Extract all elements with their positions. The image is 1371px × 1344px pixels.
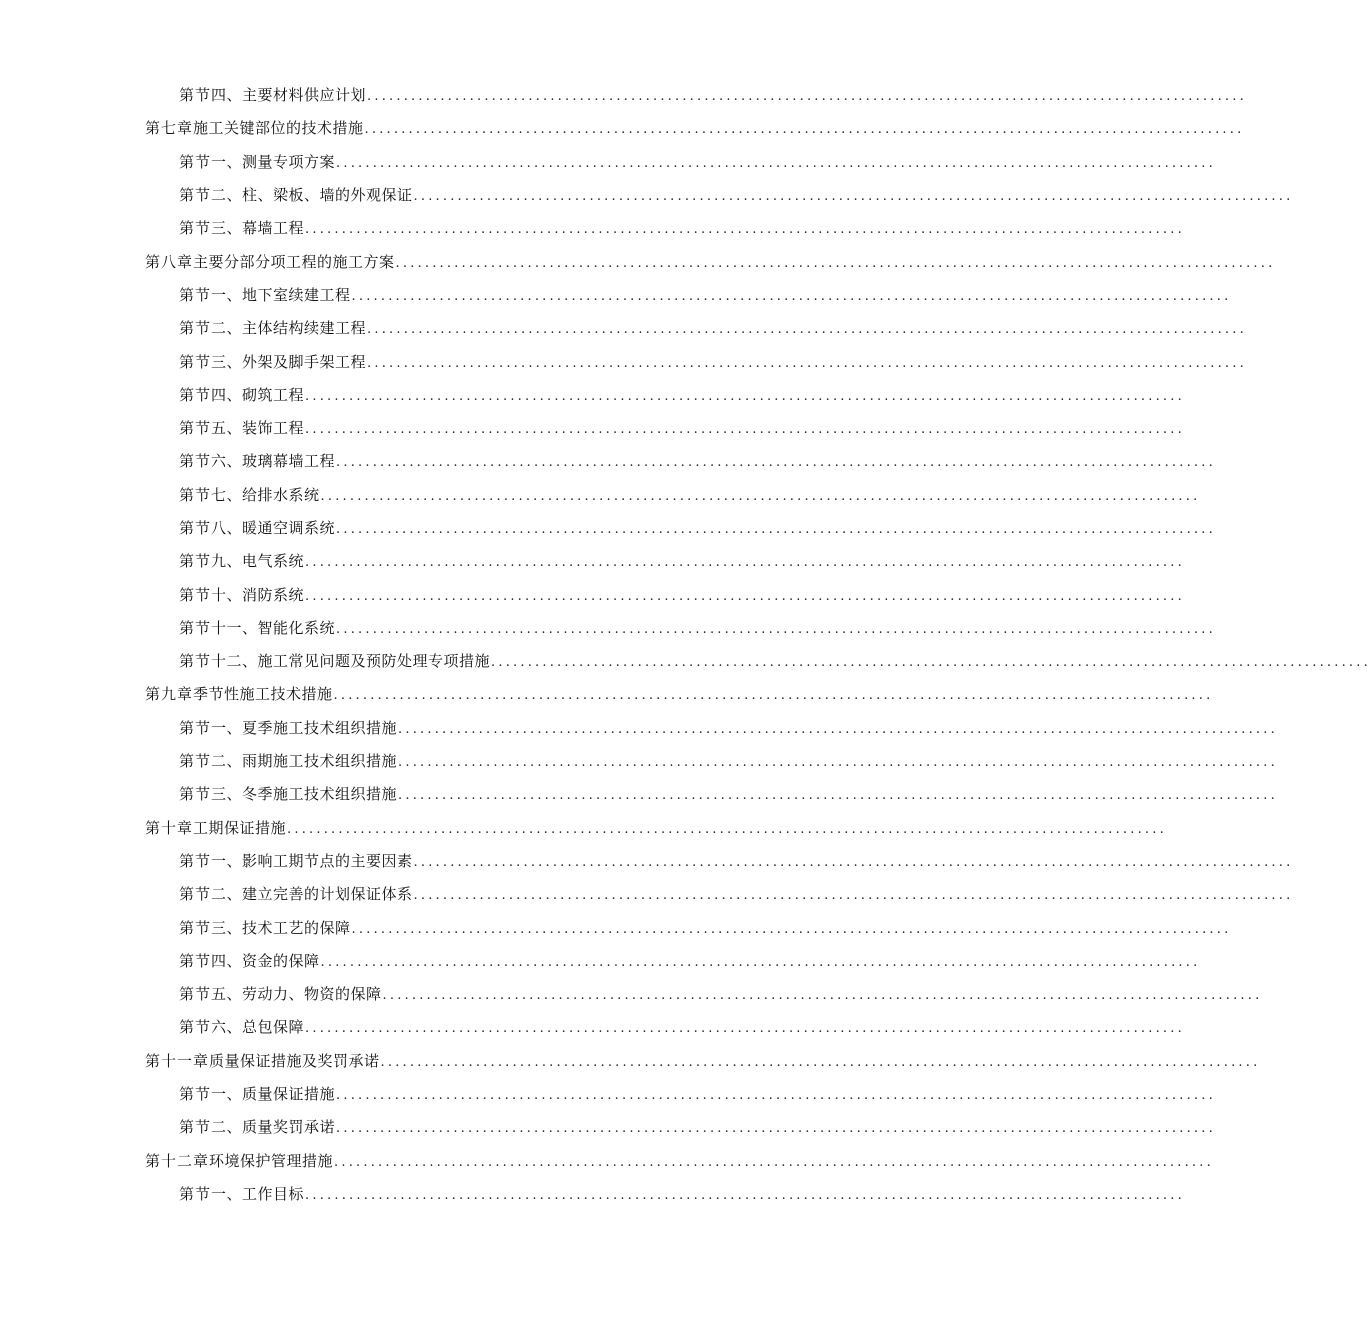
toc-dot-leader: ........................................................................................................................ xyxy=(334,1154,1214,1170)
toc-dot-leader: ........................................................................................................................ xyxy=(336,621,1216,637)
toc-section-entry[interactable] xyxy=(0,744,1278,777)
toc-entry-title: 三、幕墙工程 xyxy=(211,219,305,238)
toc-section-entry[interactable] xyxy=(0,278,1232,311)
toc-dot-leader: ........................................................................................................................ xyxy=(336,522,1216,537)
toc-section-entry[interactable] xyxy=(0,78,1247,111)
toc-dot-leader: ........................................................................................................................ xyxy=(413,854,1294,870)
toc-entry-prefix: 第节 xyxy=(179,752,212,771)
toc-entry-prefix: 第十二章 xyxy=(145,1151,210,1170)
toc-entry-prefix: 第节 xyxy=(179,186,212,205)
toc-entry-title: 一、质量保证措施 xyxy=(211,1085,336,1104)
toc-section-entry[interactable] xyxy=(0,1110,1216,1143)
toc-entry-title: 十、消防系统 xyxy=(211,585,305,604)
toc-entry-title: 十一、智能化系统 xyxy=(211,618,336,637)
toc-entry-title: 七、给排水系统 xyxy=(211,485,320,504)
toc-dot-leader: ........................................................................................................................ xyxy=(305,222,1185,238)
toc-section-entry[interactable] xyxy=(0,511,1216,544)
toc-dot-leader: ........................................................................................................................ xyxy=(336,1121,1216,1137)
toc-entry-prefix: 第节 xyxy=(179,319,212,338)
toc-section-entry[interactable] xyxy=(0,544,1185,577)
toc-entry-title: 二、柱、梁板、墙的外观保证 xyxy=(211,186,413,205)
toc-dot-leader: ........................................................................................................................ xyxy=(333,688,1214,704)
toc-dot-leader: ........................................................................................................................ xyxy=(320,488,1201,504)
toc-dot-leader: ........................................................................................................................ xyxy=(413,189,1294,205)
toc-dot-leader: ........................................................................................................................ xyxy=(305,1021,1185,1037)
toc-section-entry[interactable] xyxy=(0,944,1201,977)
toc-entry-title: 二、主体结构续建工程 xyxy=(211,319,367,338)
toc-dot-leader: ........................................................................................................................ xyxy=(305,422,1185,438)
toc-entry-title: 八、暖通空调系统 xyxy=(211,519,336,537)
toc-dot-leader: ........................................................................................................................ xyxy=(367,89,1247,105)
toc-section-entry[interactable] xyxy=(0,1010,1185,1043)
toc-entry-prefix: 第节 xyxy=(179,652,212,671)
toc-dot-leader: ........................................................................................................................ xyxy=(351,921,1232,937)
toc-dot-leader: ........................................................................................................................ xyxy=(305,388,1185,404)
toc-section-entry[interactable] xyxy=(0,1177,1185,1210)
toc-entry-prefix: 第节 xyxy=(179,1085,212,1104)
toc-chapter-entry[interactable] xyxy=(0,811,1167,844)
toc-entry-prefix: 第节 xyxy=(179,352,212,371)
toc-dot-leader: ........................................................................................................................ xyxy=(491,655,1371,671)
toc-entry-title: 主要分部分项工程的施工方案 xyxy=(193,252,395,271)
toc-dot-leader: ........................................................................................................................ xyxy=(367,355,1247,371)
toc-entry-title: 四、砌筑工程 xyxy=(211,385,305,404)
toc-entry-title: 质量保证措施及奖罚承诺 xyxy=(209,1051,380,1070)
toc-dot-leader: ........................................................................................................................ xyxy=(336,1088,1216,1104)
toc-section-entry[interactable] xyxy=(0,910,1232,943)
toc-entry-prefix: 第十章 xyxy=(145,818,194,837)
toc-entry-title: 一、影响工期节点的主要因素 xyxy=(211,851,413,870)
toc-section-entry[interactable] xyxy=(0,211,1185,244)
toc-dot-leader: ........................................................................................................................ xyxy=(320,954,1201,970)
toc-entry-title: 五、装饰工程 xyxy=(211,419,305,438)
toc-entry-prefix: 第节 xyxy=(179,519,212,537)
toc-section-entry[interactable] xyxy=(0,411,1185,444)
toc-entry-prefix: 第节 xyxy=(179,1184,212,1203)
toc-entry-title: 一、地下室续建工程 xyxy=(211,285,351,304)
toc-dot-leader: ........................................................................................................................ xyxy=(398,788,1278,804)
toc-entry-title: 环境保护管理措施 xyxy=(209,1151,334,1170)
toc-entry-prefix: 第节 xyxy=(179,951,212,970)
toc-entry-prefix: 第节 xyxy=(179,918,212,937)
toc-entry-title: 三、冬季施工技术组织措施 xyxy=(211,785,398,804)
toc-entry-title: 六、玻璃幕墙工程 xyxy=(211,452,336,471)
toc-entry-prefix: 第节 xyxy=(179,618,212,637)
toc-section-entry[interactable] xyxy=(0,577,1185,610)
toc-section-entry[interactable] xyxy=(0,344,1247,377)
toc-section-entry[interactable] xyxy=(0,611,1216,644)
toc-entry-title: 施工关键部位的技术措施 xyxy=(193,119,364,138)
toc-entry-title: 六、总包保障 xyxy=(211,1018,305,1037)
toc-dot-leader: ........................................................................................................................ xyxy=(305,555,1185,571)
toc-section-entry[interactable] xyxy=(0,877,1294,910)
toc-entry-title: 一、测量专项方案 xyxy=(211,152,336,171)
toc-dot-leader: ........................................................................................................................ xyxy=(367,322,1247,338)
toc-section-entry[interactable] xyxy=(0,977,1263,1010)
toc-entry-prefix: 第节 xyxy=(179,785,212,804)
toc-entry-prefix: 第七章 xyxy=(145,119,194,138)
table-of-contents xyxy=(0,78,1371,1210)
toc-entry-title: 二、质量奖罚承诺 xyxy=(211,1118,336,1137)
toc-entry-prefix: 第节 xyxy=(179,718,212,737)
toc-dot-leader: ........................................................................................................................ xyxy=(398,755,1278,771)
toc-entry-prefix: 第节 xyxy=(179,985,212,1004)
toc-dot-leader: ........................................................................................................................ xyxy=(336,155,1216,171)
toc-entry-prefix: 第节 xyxy=(179,1118,212,1137)
toc-dot-leader: ........................................................................................................................ xyxy=(382,988,1263,1004)
toc-entry-prefix: 第节 xyxy=(179,585,212,604)
toc-entry-prefix: 第节 xyxy=(179,385,212,404)
toc-entry-prefix: 第九章 xyxy=(145,685,194,704)
toc-entry-prefix: 第节 xyxy=(179,885,212,904)
toc-section-entry[interactable] xyxy=(0,1077,1216,1110)
toc-entry-title: 二、建立完善的计划保证体系 xyxy=(211,885,413,904)
toc-dot-leader: ........................................................................................................................ xyxy=(380,1054,1261,1070)
toc-entry-prefix: 第节 xyxy=(179,285,212,304)
toc-entry-title: 五、劳动力、物资的保障 xyxy=(211,985,382,1004)
toc-section-entry[interactable] xyxy=(0,378,1185,411)
toc-dot-leader: ........................................................................................................................ xyxy=(364,122,1245,138)
toc-entry-title: 工期保证措施 xyxy=(193,818,287,837)
toc-entry-title: 九、电气系统 xyxy=(211,552,305,571)
toc-entry-title: 一、夏季施工技术组织措施 xyxy=(211,718,398,737)
toc-section-entry[interactable] xyxy=(0,777,1278,810)
toc-entry-title: 三、技术工艺的保障 xyxy=(211,918,351,937)
toc-entry-prefix: 第节 xyxy=(179,219,212,238)
toc-dot-leader: ........................................................................................................................ xyxy=(305,588,1185,604)
toc-section-entry[interactable] xyxy=(0,844,1294,877)
toc-chapter-entry[interactable] xyxy=(0,1144,1214,1177)
toc-entry-prefix: 第节 xyxy=(179,152,212,171)
toc-dot-leader: ........................................................................................................................ xyxy=(413,888,1294,904)
toc-chapter-entry[interactable] xyxy=(0,677,1214,710)
toc-section-entry[interactable] xyxy=(0,311,1247,344)
toc-entry-title: 一、工作目标 xyxy=(211,1184,305,1203)
toc-dot-leader: ........................................................................................................................ xyxy=(395,255,1276,271)
toc-dot-leader: ........................................................................................................................ xyxy=(336,455,1216,471)
toc-entry-prefix: 第节 xyxy=(179,851,212,870)
toc-entry-prefix: 第八章 xyxy=(145,252,194,271)
toc-entry-prefix: 第节 xyxy=(179,1018,212,1037)
toc-entry-prefix: 第节 xyxy=(179,552,212,571)
toc-section-entry[interactable] xyxy=(0,178,1294,211)
toc-dot-leader: ........................................................................................................................ xyxy=(287,821,1167,837)
toc-entry-prefix: 第十一章 xyxy=(145,1051,210,1070)
toc-entry-prefix: 第节 xyxy=(179,419,212,438)
toc-chapter-entry[interactable] xyxy=(0,111,1245,144)
toc-entry-prefix: 第节 xyxy=(179,485,212,504)
toc-section-entry[interactable] xyxy=(0,145,1216,178)
toc-entry-title: 四、主要材料供应计划 xyxy=(211,86,367,105)
toc-chapter-entry[interactable] xyxy=(0,244,1276,277)
toc-entry-title: 四、资金的保障 xyxy=(211,951,320,970)
toc-entry-title: 二、雨期施工技术组织措施 xyxy=(211,752,398,771)
toc-entry-title: 十二、施工常见问题及预防处理专项措施 xyxy=(211,652,491,671)
toc-entry-title: 三、外架及脚手架工程 xyxy=(211,352,367,371)
toc-dot-leader: ........................................................................................................................ xyxy=(351,288,1232,304)
toc-entry-prefix: 第节 xyxy=(179,452,212,471)
toc-section-entry[interactable] xyxy=(0,478,1201,511)
toc-section-entry[interactable] xyxy=(0,444,1216,477)
toc-dot-leader: ........................................................................................................................ xyxy=(305,1187,1185,1203)
toc-section-entry[interactable] xyxy=(0,644,1371,677)
toc-dot-leader: ........................................................................................................................ xyxy=(398,721,1278,737)
toc-entry-title: 季节性施工技术措施 xyxy=(193,685,333,704)
toc-chapter-entry[interactable] xyxy=(0,1044,1261,1077)
toc-entry-prefix: 第节 xyxy=(179,86,212,105)
toc-section-entry[interactable] xyxy=(0,711,1278,744)
